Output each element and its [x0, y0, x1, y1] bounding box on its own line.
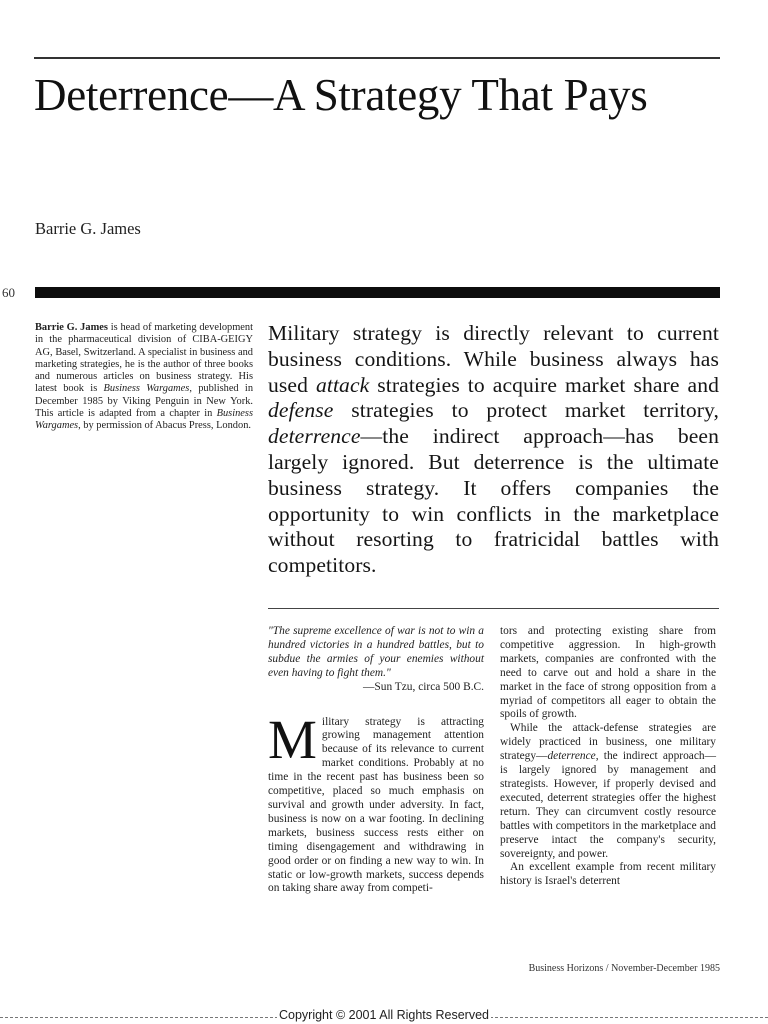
bio-text: is head of marketing development in the pharmaceutical division of CIBA-GEIGY AG, Basel, Switzerland. A specialist in business and marketing strategies, he is the author of three books and numerous articles on business strategy. His latest book is	[35, 322, 254, 395]
abstract-text: —the indirect approach—has been largely ignored. But deterrence is the ultimate business strategy. It offers companies the opportunity to win conflicts in the marketplace without resorting to fratricidal battles with competitors.	[268, 424, 719, 578]
abstract-emphasis: attack	[315, 372, 370, 397]
author-bio	[35, 322, 253, 433]
journal-footer: Business Horizons / November-December 1985	[528, 963, 720, 974]
page-number: 60	[2, 285, 15, 300]
drop-cap: M	[268, 708, 317, 770]
abstract-text: Military strategy is directly relevant to current business conditions. While business always has used	[268, 321, 719, 397]
body-column-right	[500, 625, 716, 889]
bio-book-title: Business Wargames	[35, 408, 253, 432]
body-text: While the attack-defense strategies are widely practiced in business, one military strategy—	[500, 722, 716, 763]
abstract-text: strategies to acquire market share and	[369, 372, 719, 397]
author-name: Barrie G. James	[35, 219, 141, 238]
copyright-notice	[0, 1008, 768, 1022]
abstract-emphasis: defense	[268, 398, 334, 423]
body-emphasis: deterrence	[547, 750, 596, 763]
article-abstract	[268, 321, 719, 579]
bio-author-name: Barrie G. James	[35, 322, 108, 333]
body-column-left	[268, 625, 484, 896]
top-rule	[34, 57, 720, 59]
epigraph-attribution: —Sun Tzu, circa 500 B.C.	[363, 680, 484, 693]
body-text: ilitary strategy is attracting growing management attention because of its relevance to current market conditions. Probably at no time in the recent past has business been so competitive, placed so much emphasis on survival and growth under adversity. In fact, business is now on a war footing. In declining markets, business success rests either on timing disengagement and withdrawing in good order or on finding a new way to win. In static or low-growth markets, success depends on taking share away from competi-	[268, 715, 484, 895]
body-paragraph	[500, 722, 716, 861]
abstract-emphasis: deterrence	[268, 424, 361, 449]
bio-book-title: Business Wargames	[103, 383, 190, 395]
body-text: , the indirect approach—is largely ignored by management and strategists. However, if properly devised and executed, deterrent strategies offer the highest return. They can circumvent costly resource battles with competitors in the marketplace and preserve intact the company's security, sovereignty, and power.	[500, 750, 716, 860]
section-divider-bar	[35, 287, 720, 298]
bio-text: , published in December 1985 by Viking Penguin in New York. This article is adapted from a chapter in	[35, 383, 254, 420]
body-paragraph: An excellent example from recent military history is Israel's deterrent	[500, 861, 716, 888]
abstract-rule	[268, 608, 719, 609]
epigraph-quote: "The supreme excellence of war is not to win a hundred victories in a hundred battles, but to subdue the armies of your enemies without even having to fight them."	[268, 625, 484, 679]
body-paragraph: tors and protecting existing share from competitive aggression. In high-growth markets, companies are confronted with the need to carve out and hold a share in the market in the face of strong opposition from a myriad of competitors all eager to obtain the spoils of growth.	[500, 625, 716, 721]
bio-text: , by permission of Abacus Press, London.	[78, 420, 251, 432]
body-paragraph	[268, 708, 484, 897]
abstract-text: strategies to protect market territory,	[333, 398, 719, 423]
copyright-text: Copyright © 2001 All Rights Reserved	[278, 1008, 489, 1022]
article-title: Deterrence—A Strategy That Pays	[34, 70, 648, 120]
